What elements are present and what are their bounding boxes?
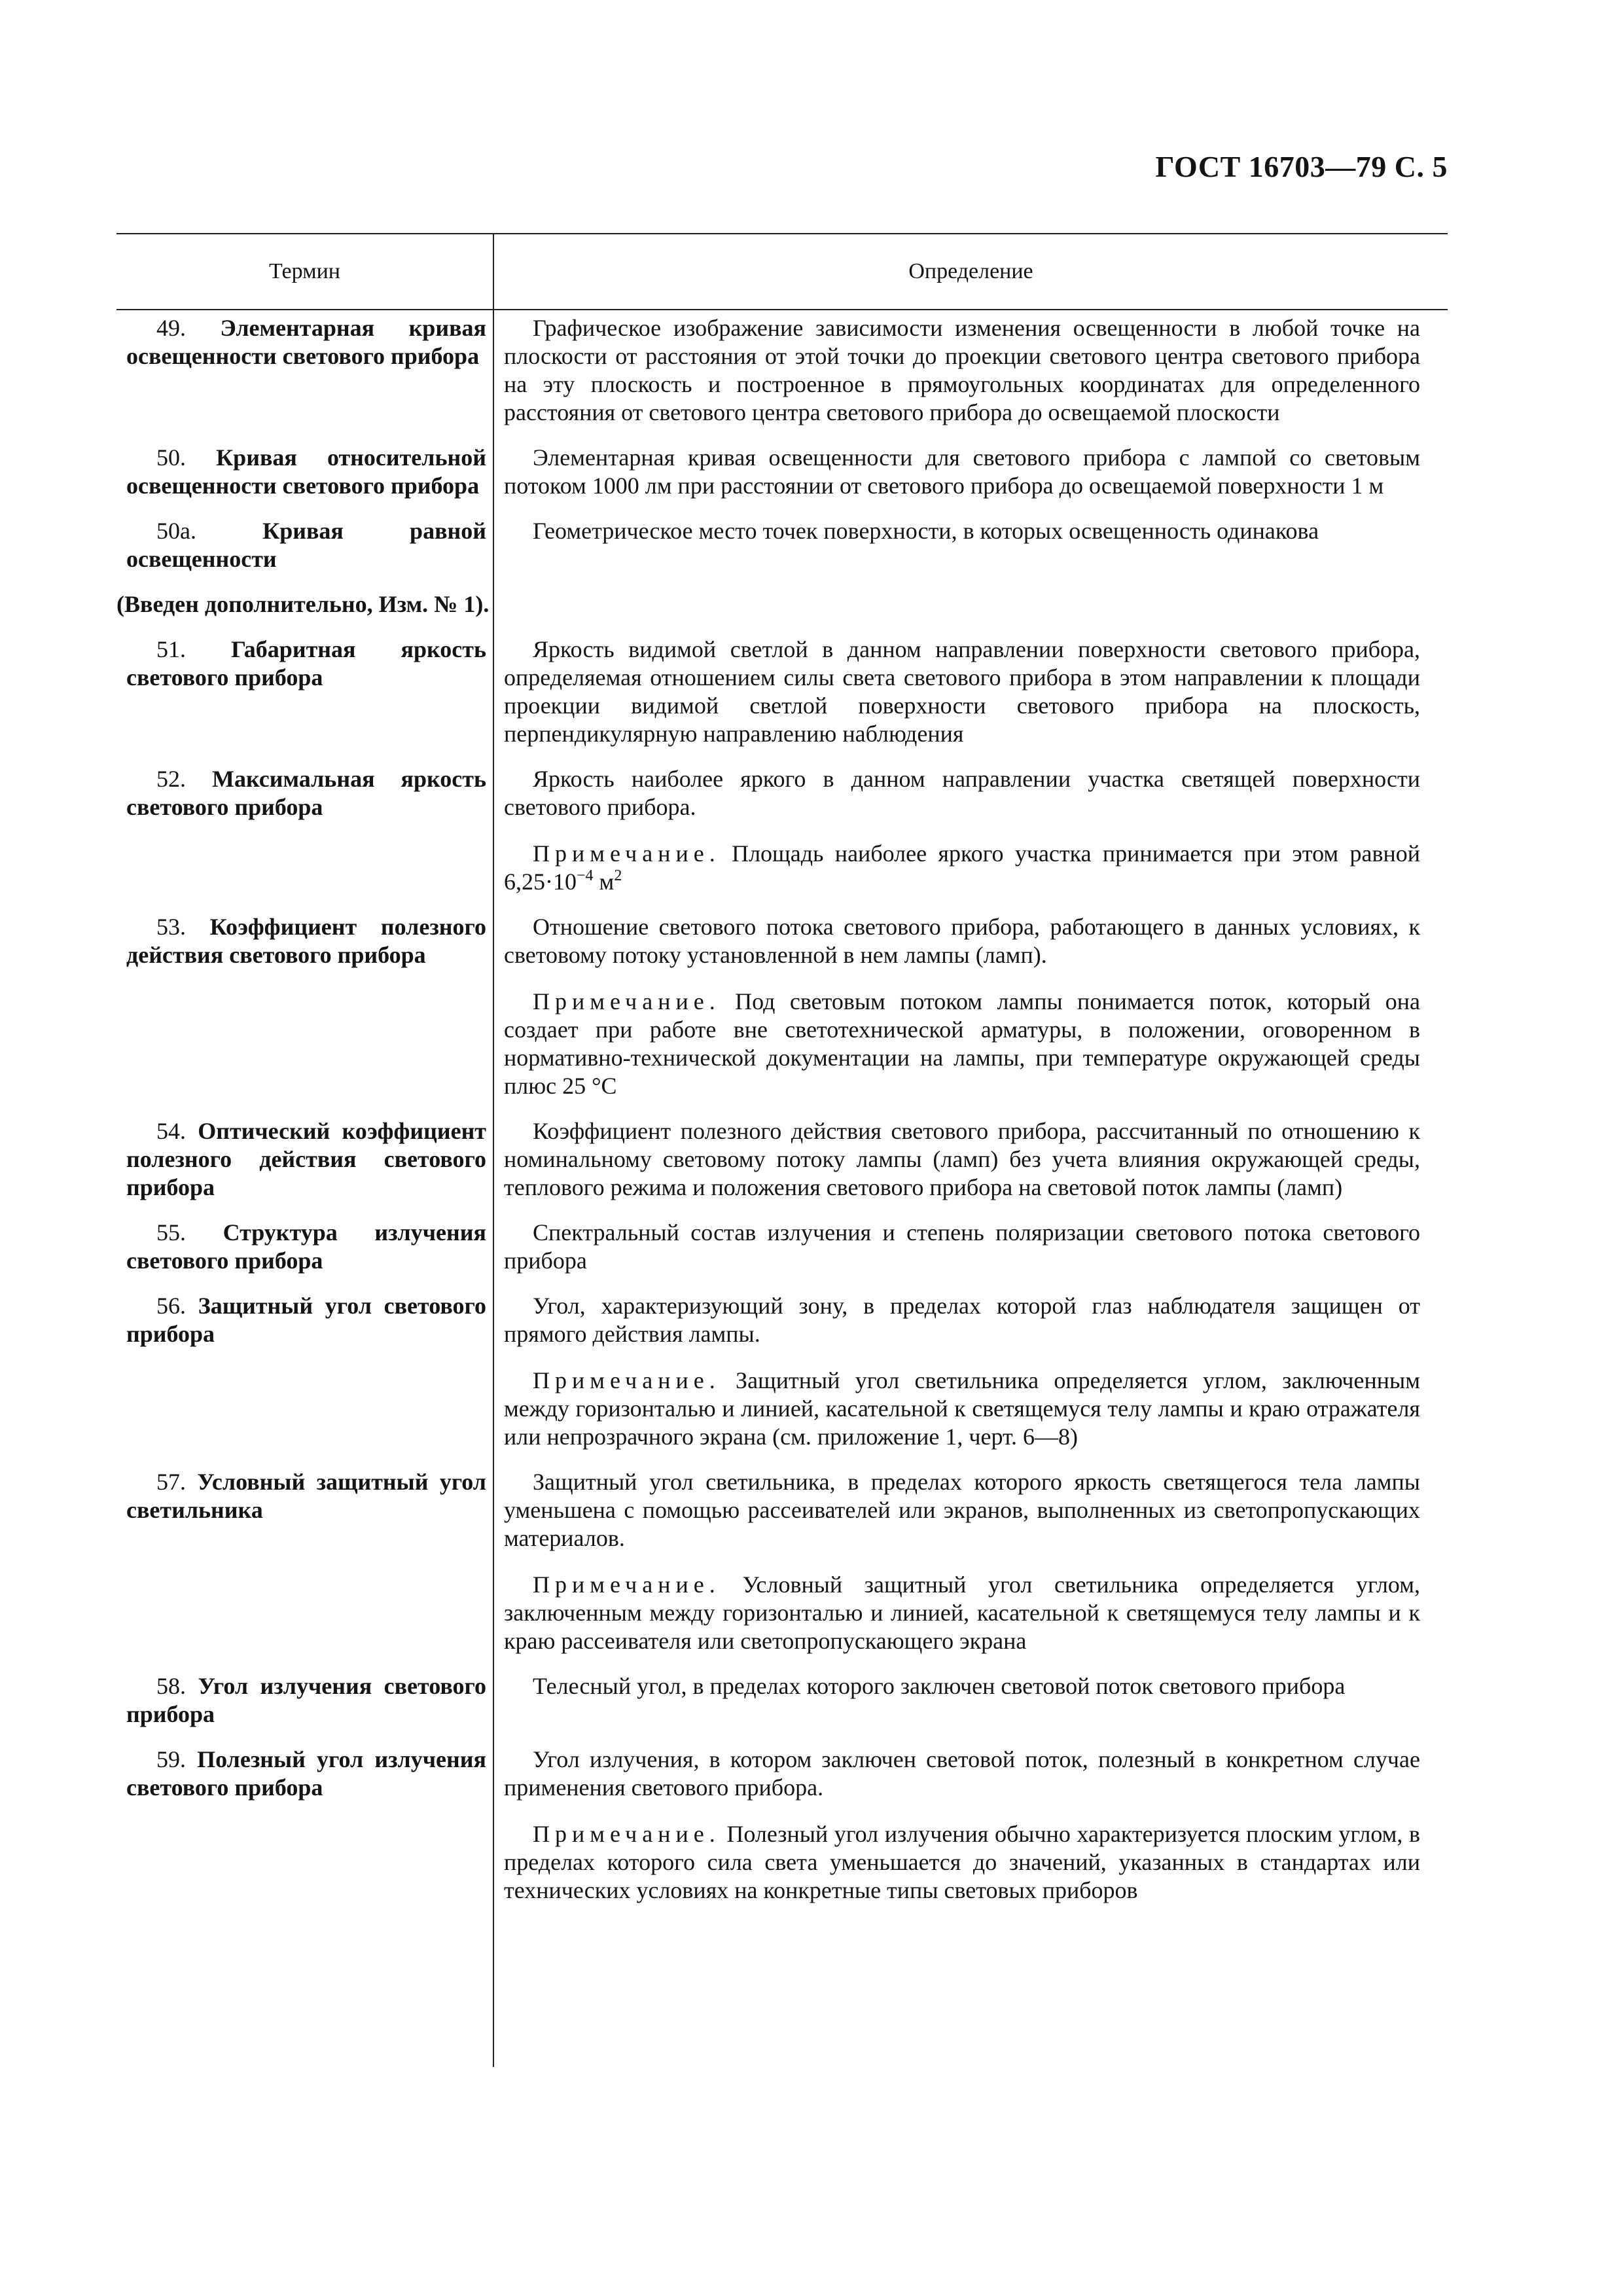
table-row <box>116 517 1448 573</box>
definition-text: Угол излучения, в котором заключен световой поток, полезный в конкретном случае применения светового прибора. <box>504 1746 1420 1801</box>
term-name: Элементарная кривая освещенности светового прибора <box>126 315 486 369</box>
note-text: Защитный угол светильника определяется углом, заключенным между горизонталью и линией, касательной к светящемуся телу лампы и краю отражателя или непрозрачного экрана (см. приложение 1, черт. 6—8) <box>504 1367 1420 1450</box>
page-header: ГОСТ 16703—79 С. 5 <box>1155 150 1448 183</box>
term-cell <box>116 517 486 573</box>
note-exponent: −4 <box>577 867 594 884</box>
note-label: Примечание. <box>533 1571 721 1598</box>
note-text: Под световым потоком лампы понимается поток, который она создает при работе вне светотехнической арматуры, в положении, оговоренном в нормативно-технической документации на лампы, при температуре окружающей среды плюс 25 °С <box>504 988 1420 1099</box>
term-number: 52. <box>156 766 186 792</box>
definition-note <box>504 840 1420 896</box>
term-number: 55. <box>156 1219 186 1246</box>
definition-text: Коэффициент полезного действия светового прибора, рассчитанный по отношению к номинальному световому потоку лампы (ламп) без учета влияния окружающей среды, теплового режима и положения светового прибора на световой поток лампы (ламп) <box>504 1118 1420 1200</box>
definition-text: Яркость видимой светлой в данном направлении поверхности светового прибора, определяемая отношением силы света светового прибора в этом направлении к площади проекции видимой светлой поверхности светового прибора на плоскость, перпендикулярную направлению наблюдения <box>504 636 1420 747</box>
definition-text: Защитный угол светильника, в пределах которого яркость светящегося тела лампы уменьшена с помощью рассеивателей или экранов, выполненных из светопропускающих материалов. <box>504 1469 1420 1551</box>
definition-text: Яркость наиболее яркого в данном направлении участка светящей поверхности светового прибора. <box>504 766 1420 820</box>
table-body <box>116 314 1448 1922</box>
term-name: Коэффициент полезного действия светового прибора <box>126 914 486 968</box>
term-number: 51. <box>156 636 186 662</box>
column-header-definition: Определение <box>908 259 1033 283</box>
term-name: Условный защитный угол светильника <box>126 1469 487 1523</box>
term-name: Кривая равной освещенности <box>126 518 486 572</box>
note-text: Условный защитный угол светильника определяется углом, заключенным между горизонталью и линией, касательной к светящемуся телу лампы и к краю рассеивателя или светопропускающего экрана <box>504 1571 1420 1654</box>
term-cell <box>116 1117 486 1202</box>
term-cell <box>116 1672 486 1729</box>
table-header-rule <box>116 309 1448 310</box>
note-unit-exponent: 2 <box>614 867 622 884</box>
table-row <box>116 1468 1448 1655</box>
table-row <box>116 1746 1448 1905</box>
amendment-note: (Введен дополнительно, Изм. № 1). <box>116 591 490 617</box>
term-number: 50а. <box>156 518 196 544</box>
term-name: Структура излучения светового прибора <box>126 1219 486 1274</box>
note-label: Примечание. <box>533 840 721 867</box>
definition-cell <box>504 913 1420 1100</box>
column-header-term: Термин <box>269 259 340 283</box>
definition-note <box>504 1571 1420 1655</box>
term-name: Кривая относительной освещенности светового прибора <box>126 444 486 499</box>
definition-cell <box>504 517 1420 545</box>
definition-cell <box>504 765 1420 896</box>
definition-cell <box>504 1219 1420 1275</box>
term-cell <box>116 1219 486 1275</box>
definition-cell <box>504 1672 1420 1700</box>
note-label: Примечание. <box>533 1821 721 1847</box>
table-row <box>116 1219 1448 1275</box>
table-row <box>116 913 1448 1100</box>
term-name: Оптический коэффициент полезного действия светового прибора <box>126 1118 486 1200</box>
table-row <box>116 314 1448 427</box>
term-cell <box>116 1292 486 1348</box>
note-text: Полезный угол излучения обычно характеризуется плоским углом, в пределах которого сила света уменьшается до значений, указанных в стандартах или технических условиях на конкретные типы световых приборов <box>504 1821 1421 1903</box>
term-number: 59. <box>156 1746 186 1772</box>
term-number: 49. <box>156 315 186 341</box>
term-number: 50. <box>156 444 186 471</box>
definition-text: Телесный угол, в пределах которого заключен световой поток светового прибора <box>533 1673 1346 1699</box>
term-cell <box>116 1746 486 1802</box>
table-row <box>116 636 1448 748</box>
table-row <box>116 1117 1448 1202</box>
note-label: Примечание. <box>533 1367 721 1393</box>
definition-text: Отношение светового потока светового прибора, работающего в данных условиях, к световому потоку установленной в нем лампы (ламп). <box>504 914 1420 968</box>
term-name: Угол излучения светового прибора <box>126 1673 486 1727</box>
table-row <box>116 765 1448 896</box>
table-row <box>116 1292 1448 1451</box>
definition-text: Спектральный состав излучения и степень поляризации светового потока светового прибора <box>504 1219 1420 1274</box>
table-row <box>116 444 1448 500</box>
note-text: Площадь наиболее яркого участка принимается при этом равной 6,25·10 <box>504 840 1421 895</box>
definition-note <box>504 1367 1420 1451</box>
definition-note <box>504 988 1420 1100</box>
term-number: 54. <box>156 1118 186 1144</box>
term-name: Полезный угол излучения светового прибора <box>126 1746 486 1801</box>
term-number: 57. <box>156 1469 186 1495</box>
term-cell <box>116 765 486 821</box>
term-cell <box>116 444 486 500</box>
term-name: Габаритная яркость светового прибора <box>126 636 486 691</box>
definition-cell <box>504 1746 1420 1905</box>
term-name: Максимальная яркость светового прибора <box>126 766 486 820</box>
table-row <box>116 1672 1448 1729</box>
note-label: Примечание. <box>533 988 721 1014</box>
definition-cell <box>504 1468 1420 1655</box>
definition-text: Графическое изображение зависимости изменения освещенности в любой точке на плоскости от расстояния от этой точки до проекции светового центра светового прибора на эту плоскость и построенное в прямоугольных координатах для определенного расстояния от светового центра светового прибора до освещаемой плоскости <box>504 315 1420 425</box>
term-number: 56. <box>156 1293 186 1319</box>
definition-cell <box>504 444 1420 500</box>
definition-note <box>504 1820 1420 1905</box>
definition-cell <box>504 636 1420 748</box>
definition-text: Элементарная кривая освещенности для светового прибора с лампой со световым потоком 1000 лм при расстоянии от светового прибора до освещаемой поверхности 1 м <box>504 444 1420 499</box>
term-number: 53. <box>156 914 186 940</box>
note-unit: м <box>599 869 615 895</box>
definition-cell <box>504 1292 1420 1451</box>
definition-text: Геометрическое место точек поверхности, в которых освещенность одинакова <box>533 518 1319 544</box>
term-cell <box>116 314 486 370</box>
term-cell <box>116 1468 486 1524</box>
definition-text: Угол, характеризующий зону, в пределах которой глаз наблюдателя защищен от прямого действия лампы. <box>504 1293 1420 1347</box>
term-cell <box>116 913 486 969</box>
table-top-rule <box>116 233 1448 234</box>
term-cell <box>116 636 486 692</box>
term-number: 58. <box>156 1673 186 1699</box>
definition-cell <box>504 1117 1420 1202</box>
term-name: Защитный угол светового прибора <box>126 1293 486 1347</box>
definition-cell <box>504 314 1420 427</box>
